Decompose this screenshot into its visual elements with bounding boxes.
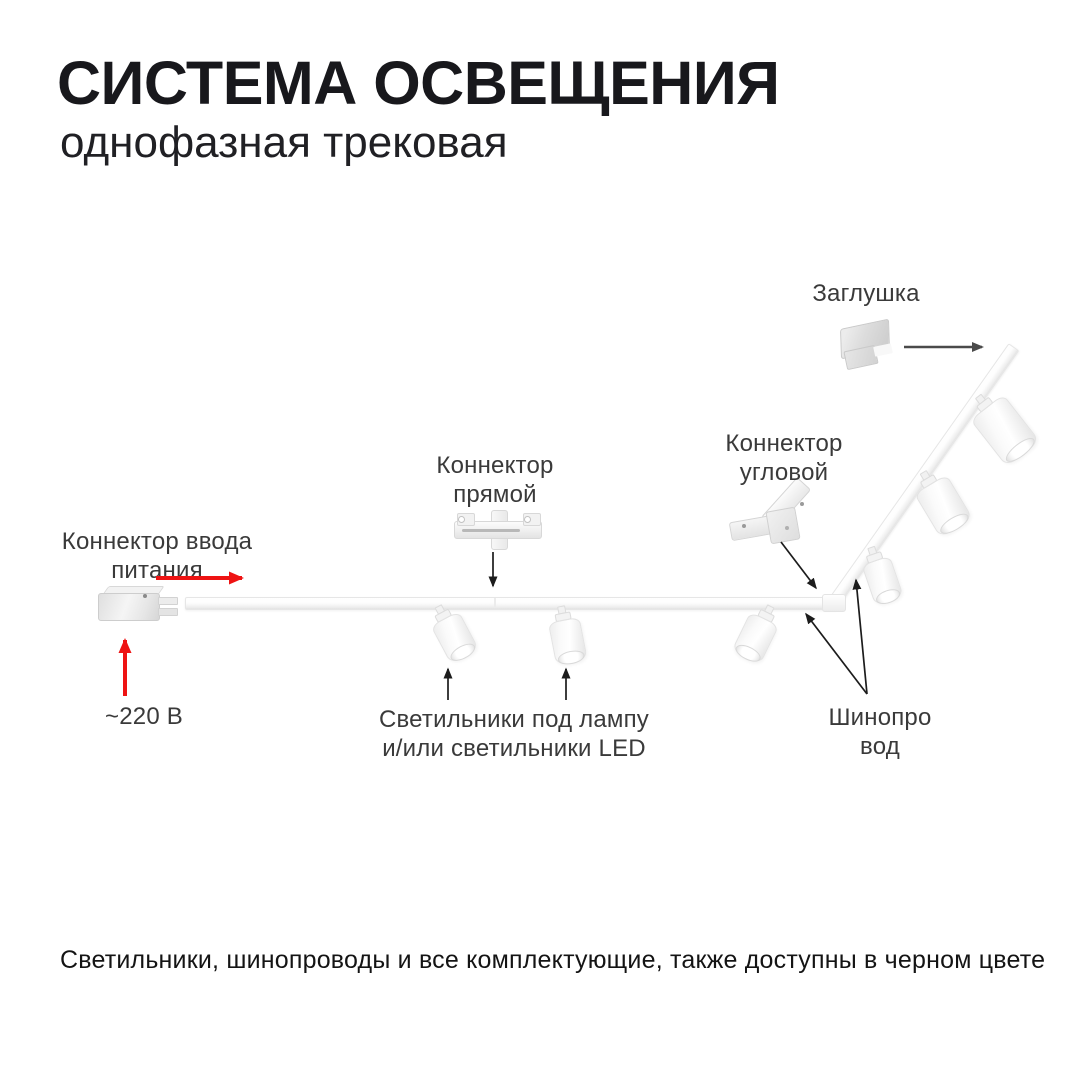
power-input-connector-icon: [96, 584, 180, 626]
label-line: угловой: [739, 459, 829, 486]
spotlight: [857, 542, 904, 607]
spotlight-lens: [937, 510, 971, 537]
label-track: [790, 703, 970, 761]
label-line: Коннектор ввода: [61, 528, 253, 555]
arrow-track-horizontal: [806, 614, 867, 694]
straight-connector-ear: [523, 513, 541, 526]
track-corner-joint: [822, 594, 846, 612]
corner-connector-icon: [732, 482, 814, 556]
label-voltage: [54, 702, 234, 731]
label-line: Шинопро: [828, 704, 932, 731]
label-fixtures: [304, 705, 724, 763]
screw-hole: [524, 516, 531, 523]
label-power-connector: [37, 527, 277, 585]
power-connector-screw: [143, 594, 147, 598]
page-title: СИСТЕМА ОСВЕЩЕНИЯ: [57, 49, 780, 117]
label-line: Светильники под лампу: [378, 706, 650, 733]
screw-hole: [458, 516, 465, 523]
spotlight-body: [548, 617, 588, 666]
straight-connector-slot: [462, 529, 520, 532]
label-endcap-text: Заглушка: [812, 280, 920, 307]
spotlight-lens: [1002, 434, 1037, 466]
spotlight: [545, 603, 587, 666]
end-cap-notch: [873, 343, 893, 357]
label-corner-connector: [674, 429, 894, 487]
label-line: прямой: [453, 481, 537, 508]
power-connector-prong: [158, 597, 178, 605]
corner-connector-screw: [800, 502, 804, 506]
spotlight-lens: [448, 640, 478, 664]
spotlight-lens: [874, 586, 902, 606]
spotlight-lens: [733, 642, 763, 665]
corner-connector-screw: [742, 524, 746, 528]
label-line: Коннектор: [436, 452, 554, 479]
page-subtitle: однофазная трековая: [60, 118, 508, 167]
power-connector-prong: [158, 608, 178, 616]
straight-connector-icon: [454, 510, 544, 550]
corner-connector-screw: [785, 526, 789, 530]
end-cap-icon: [836, 318, 902, 376]
label-line: Коннектор: [725, 430, 843, 457]
spotlight-body: [861, 555, 904, 606]
label-line: питания: [111, 557, 203, 584]
label-endcap: [756, 279, 976, 308]
corner-connector-block: [765, 507, 800, 545]
power-connector-body: [98, 593, 160, 621]
arrow-track-diagonal: [856, 580, 867, 694]
label-straight-connector: [385, 451, 605, 509]
straight-connector-ear: [457, 513, 475, 526]
label-voltage-text: ~220 В: [105, 703, 183, 730]
footer-note: Светильники, шинопроводы и все комплектующие, также доступны в черном цвете: [60, 946, 1046, 974]
label-line: вод: [860, 733, 900, 760]
track-seam: [494, 598, 496, 607]
label-line: и/или светильники LED: [382, 735, 646, 762]
track-horizontal: [185, 597, 837, 610]
spotlight-lens: [557, 649, 586, 667]
